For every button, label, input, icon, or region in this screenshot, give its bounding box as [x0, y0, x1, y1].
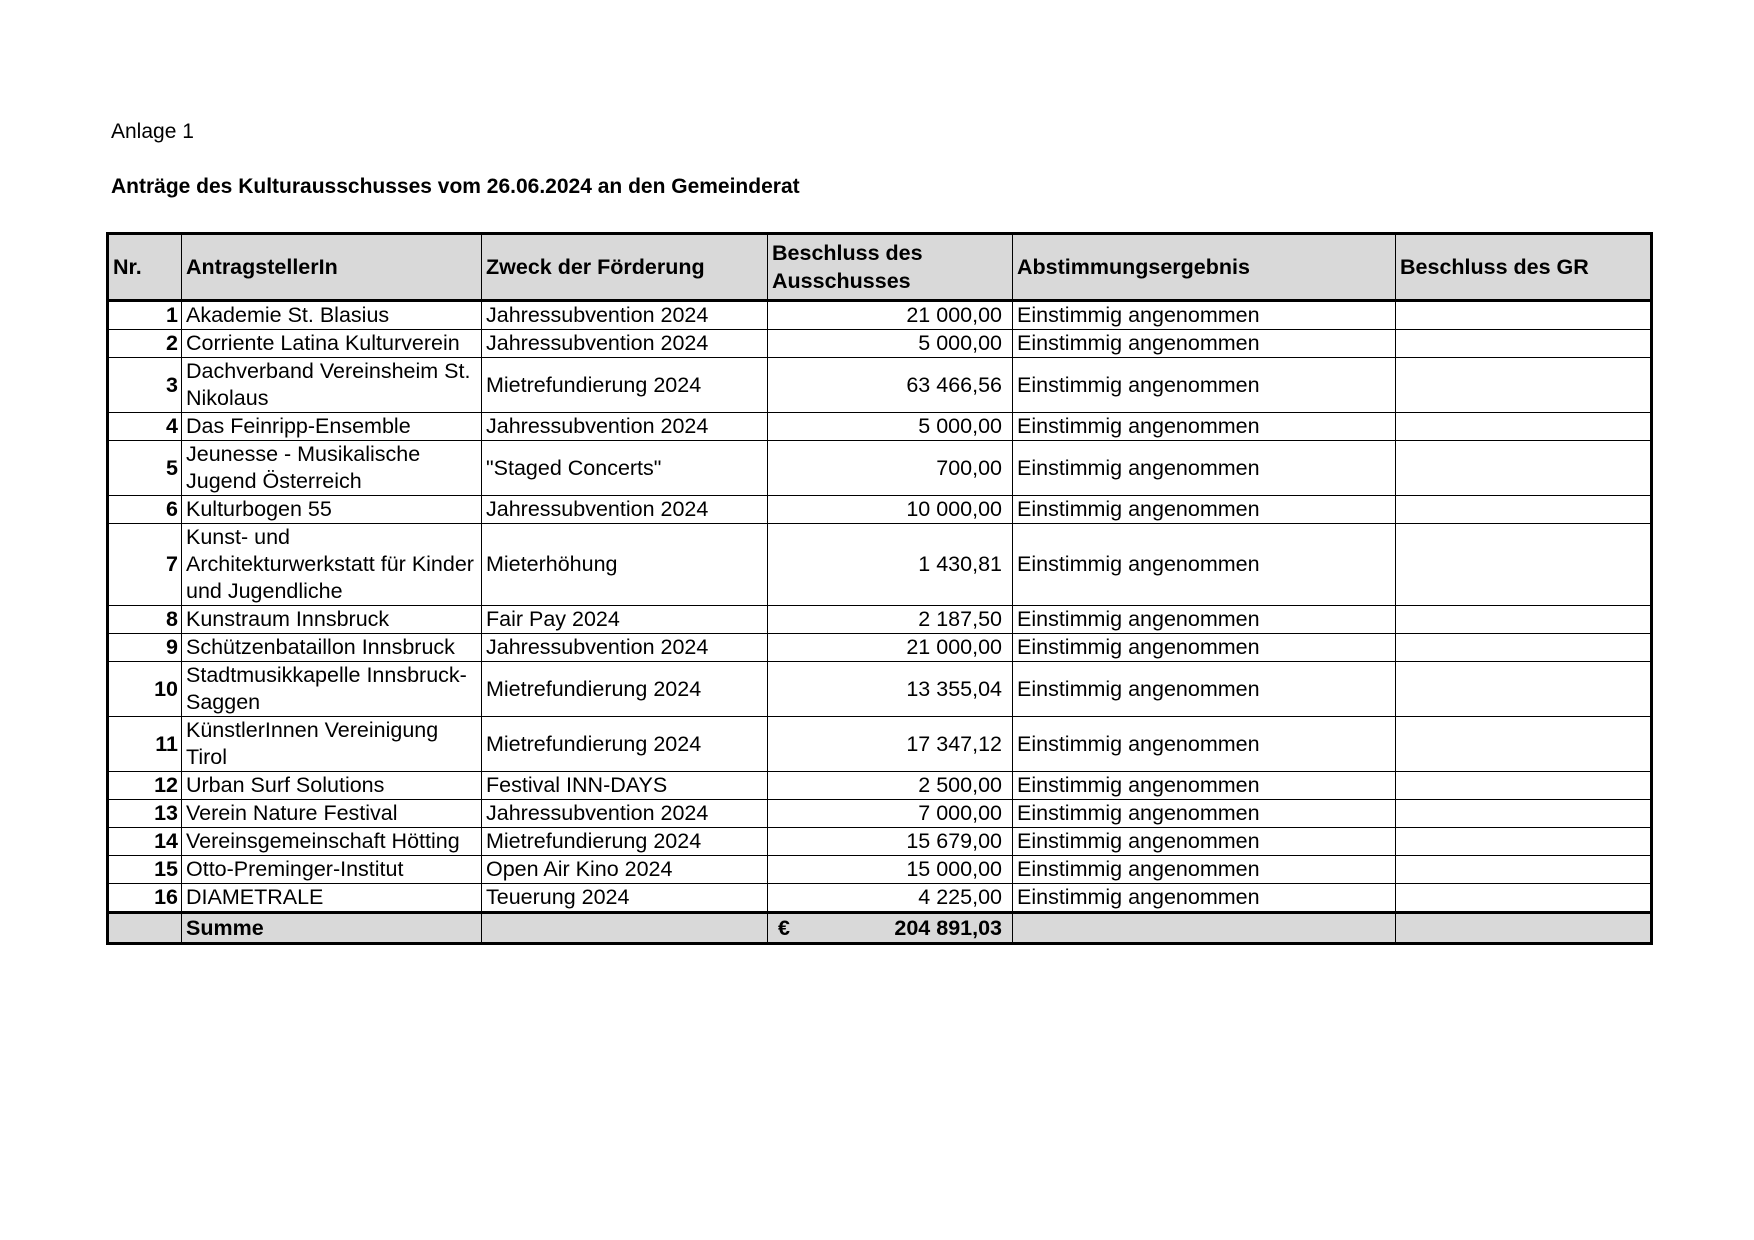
- sum-label: Summe: [182, 913, 482, 944]
- row-decision-gr: [1396, 884, 1652, 913]
- row-amount: 17 347,12: [768, 717, 1013, 772]
- table-row: [108, 606, 1652, 634]
- row-nr: 13: [108, 800, 182, 828]
- table-row: [108, 524, 1652, 606]
- row-applicant: Urban Surf Solutions: [182, 772, 482, 800]
- row-amount: 21 000,00: [768, 301, 1013, 330]
- row-purpose: Jahressubvention 2024: [482, 301, 768, 330]
- row-purpose: Jahressubvention 2024: [482, 800, 768, 828]
- row-purpose: Festival INN-DAYS: [482, 772, 768, 800]
- row-vote: Einstimmig angenommen: [1013, 358, 1396, 413]
- table-row: [108, 662, 1652, 717]
- row-amount: 5 000,00: [768, 413, 1013, 441]
- row-nr: 3: [108, 358, 182, 413]
- row-vote: Einstimmig angenommen: [1013, 413, 1396, 441]
- row-nr: 1: [108, 301, 182, 330]
- row-decision-gr: [1396, 301, 1652, 330]
- row-purpose: Open Air Kino 2024: [482, 856, 768, 884]
- table-row: [108, 441, 1652, 496]
- row-amount: 10 000,00: [768, 496, 1013, 524]
- row-nr: 10: [108, 662, 182, 717]
- row-applicant: KünstlerInnen Vereinigung Tirol: [182, 717, 482, 772]
- row-vote: Einstimmig angenommen: [1013, 524, 1396, 606]
- row-applicant: Das Feinripp-Ensemble: [182, 413, 482, 441]
- row-applicant: Otto-Preminger-Institut: [182, 856, 482, 884]
- header-decision-gr: Beschluss des GR: [1396, 234, 1652, 301]
- row-purpose: "Staged Concerts": [482, 441, 768, 496]
- table-row: [108, 717, 1652, 772]
- header-decision-committee: Beschluss des Ausschusses: [768, 234, 1013, 301]
- row-purpose: Mieterhöhung: [482, 524, 768, 606]
- row-nr: 12: [108, 772, 182, 800]
- row-vote: Einstimmig angenommen: [1013, 772, 1396, 800]
- row-purpose: Mietrefundierung 2024: [482, 662, 768, 717]
- row-purpose: Fair Pay 2024: [482, 606, 768, 634]
- row-amount: 21 000,00: [768, 634, 1013, 662]
- row-applicant: Akademie St. Blasius: [182, 301, 482, 330]
- row-applicant: Kunstraum Innsbruck: [182, 606, 482, 634]
- table-header-row: [108, 234, 1652, 301]
- sum-vote: [1013, 913, 1396, 944]
- row-nr: 11: [108, 717, 182, 772]
- document-title: Anträge des Kulturausschusses vom 26.06.2024 an den Gemeinderat: [111, 175, 800, 198]
- row-purpose: Jahressubvention 2024: [482, 413, 768, 441]
- row-purpose: Jahressubvention 2024: [482, 330, 768, 358]
- row-decision-gr: [1396, 330, 1652, 358]
- row-applicant: Kulturbogen 55: [182, 496, 482, 524]
- row-purpose: Mietrefundierung 2024: [482, 358, 768, 413]
- row-vote: Einstimmig angenommen: [1013, 496, 1396, 524]
- header-purpose: Zweck der Förderung: [482, 234, 768, 301]
- table-row: [108, 413, 1652, 441]
- row-vote: Einstimmig angenommen: [1013, 884, 1396, 913]
- sum-purpose: [482, 913, 768, 944]
- row-amount: 13 355,04: [768, 662, 1013, 717]
- row-decision-gr: [1396, 800, 1652, 828]
- row-decision-gr: [1396, 441, 1652, 496]
- row-amount: 2 500,00: [768, 772, 1013, 800]
- row-decision-gr: [1396, 524, 1652, 606]
- row-amount: 1 430,81: [768, 524, 1013, 606]
- row-applicant: Schützenbataillon Innsbruck: [182, 634, 482, 662]
- row-decision-gr: [1396, 662, 1652, 717]
- row-nr: 15: [108, 856, 182, 884]
- row-amount: 4 225,00: [768, 884, 1013, 913]
- row-applicant: Dachverband Vereinsheim St. Nikolaus: [182, 358, 482, 413]
- row-applicant: Stadtmusikkapelle Innsbruck-Saggen: [182, 662, 482, 717]
- row-amount: 7 000,00: [768, 800, 1013, 828]
- table-row: [108, 358, 1652, 413]
- row-vote: Einstimmig angenommen: [1013, 301, 1396, 330]
- sum-decision-gr: [1396, 913, 1652, 944]
- applications-table: [106, 232, 1653, 945]
- row-decision-gr: [1396, 634, 1652, 662]
- row-vote: Einstimmig angenommen: [1013, 717, 1396, 772]
- header-vote: Abstimmungsergebnis: [1013, 234, 1396, 301]
- row-nr: 9: [108, 634, 182, 662]
- row-vote: Einstimmig angenommen: [1013, 828, 1396, 856]
- row-purpose: Mietrefundierung 2024: [482, 828, 768, 856]
- row-decision-gr: [1396, 413, 1652, 441]
- row-amount: 5 000,00: [768, 330, 1013, 358]
- row-vote: Einstimmig angenommen: [1013, 606, 1396, 634]
- row-applicant: DIAMETRALE: [182, 884, 482, 913]
- row-purpose: Mietrefundierung 2024: [482, 717, 768, 772]
- attachment-label: Anlage 1: [111, 120, 194, 143]
- row-applicant: Kunst- und Architekturwerkstatt für Kinder und Jugendliche: [182, 524, 482, 606]
- row-vote: Einstimmig angenommen: [1013, 800, 1396, 828]
- row-amount: 700,00: [768, 441, 1013, 496]
- row-vote: Einstimmig angenommen: [1013, 856, 1396, 884]
- sum-amount: 204 891,03: [894, 915, 1002, 940]
- row-nr: 16: [108, 884, 182, 913]
- row-nr: 2: [108, 330, 182, 358]
- table-row: [108, 301, 1652, 330]
- sum-nr: [108, 913, 182, 944]
- row-decision-gr: [1396, 772, 1652, 800]
- row-purpose: Jahressubvention 2024: [482, 496, 768, 524]
- row-decision-gr: [1396, 358, 1652, 413]
- row-decision-gr: [1396, 717, 1652, 772]
- row-decision-gr: [1396, 496, 1652, 524]
- table-row: [108, 856, 1652, 884]
- row-nr: 4: [108, 413, 182, 441]
- row-purpose: Jahressubvention 2024: [482, 634, 768, 662]
- row-amount: 63 466,56: [768, 358, 1013, 413]
- table-row: [108, 634, 1652, 662]
- euro-sign: €: [778, 915, 790, 940]
- row-nr: 5: [108, 441, 182, 496]
- row-applicant: Corriente Latina Kulturverein: [182, 330, 482, 358]
- row-amount: 15 000,00: [768, 856, 1013, 884]
- table-row: [108, 828, 1652, 856]
- table-row: [108, 884, 1652, 913]
- row-applicant: Verein Nature Festival: [182, 800, 482, 828]
- table-row: [108, 330, 1652, 358]
- table-row: [108, 772, 1652, 800]
- row-vote: Einstimmig angenommen: [1013, 634, 1396, 662]
- row-amount: 2 187,50: [768, 606, 1013, 634]
- row-nr: 14: [108, 828, 182, 856]
- row-decision-gr: [1396, 856, 1652, 884]
- row-decision-gr: [1396, 828, 1652, 856]
- row-vote: Einstimmig angenommen: [1013, 441, 1396, 496]
- table-row: [108, 800, 1652, 828]
- table-row: [108, 496, 1652, 524]
- row-applicant: Vereinsgemeinschaft Hötting: [182, 828, 482, 856]
- row-nr: 7: [108, 524, 182, 606]
- row-purpose: Teuerung 2024: [482, 884, 768, 913]
- row-nr: 6: [108, 496, 182, 524]
- row-vote: Einstimmig angenommen: [1013, 662, 1396, 717]
- header-applicant: AntragstellerIn: [182, 234, 482, 301]
- row-decision-gr: [1396, 606, 1652, 634]
- row-nr: 8: [108, 606, 182, 634]
- header-nr: Nr.: [108, 234, 182, 301]
- row-applicant: Jeunesse - Musikalische Jugend Österreich: [182, 441, 482, 496]
- sum-amount-cell: [768, 913, 1013, 944]
- row-vote: Einstimmig angenommen: [1013, 330, 1396, 358]
- sum-row: [108, 913, 1652, 944]
- row-amount: 15 679,00: [768, 828, 1013, 856]
